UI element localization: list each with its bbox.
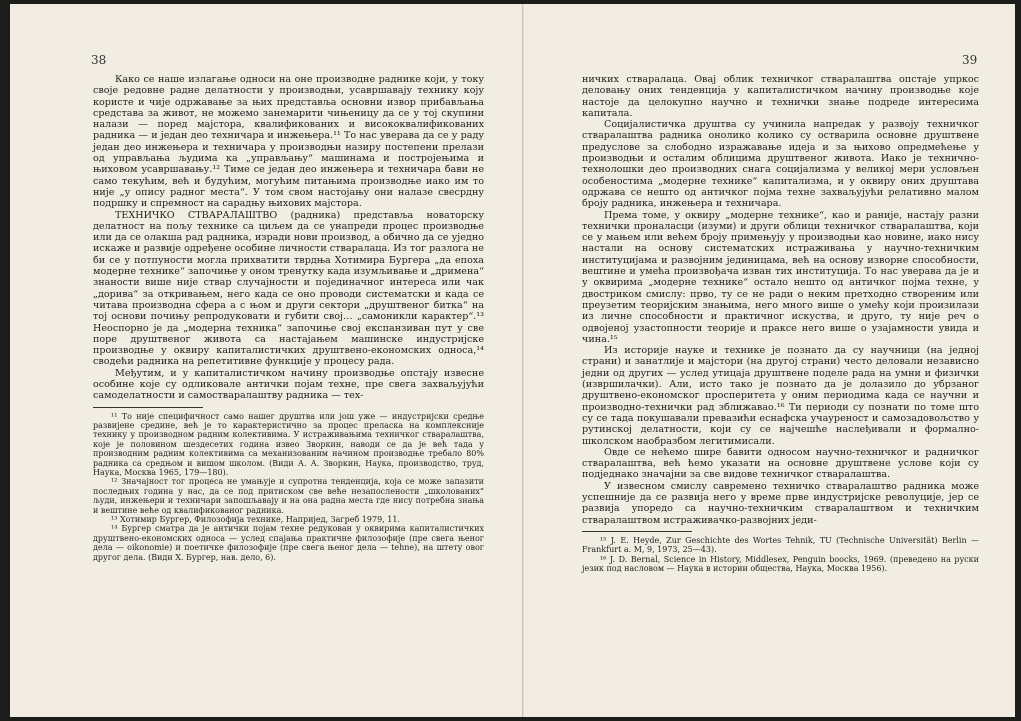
footnote-rule [582,531,692,532]
footnotes [93,412,484,563]
paragraph: У извесном смислу савремено техничко стваралаштво радника може успешније да се развија него у време прве индустријске револуције, јер се развија упоредо са научно-техничким стваралаштвом и техничким стваралаштвом истраживачко-развојних једи- [582,480,979,526]
footnote: ¹⁶ J. D. Bernal, Science in History, Middlesex, Penguin boocks, 1969. (преведено на руски језик под насловом — Наука в истории общества, Наука, Москва 1956). [582,554,979,574]
right-page [524,4,1015,717]
paragraph: ничких стваралаца. Овај облик техничког стваралаштва опстаје упркос деловању оних тенденција у капиталистичком начину производње које настоје да целокупно научно и технички знање подреде интересима капитала. [582,74,979,119]
footnote: ¹³ Хотимир Бургер, Филозофија технике, Напријед, Загреб 1979, 11. [111,515,400,525]
paragraph: Из историје науке и технике је познато да су научници (на једној страни) и занатлије и мајстори (на другој страни) често деловали независно једни од других — услед утицаја друштвене поделе рада на умни и физички (извршилачки). Али, исто тако је познато да је долазило до убрзаног друштвено-економског просперитета у оним периодима када се научни и производно-технички рад зближавао.¹⁶ Ти периоди су познати по томе што су се тада покушавали превазићи еснафска учауреност и самозадовољство у рутинској делатности, који су се најчешће наслеђивали и формално-школском наобразбом легитимисали. [582,345,979,447]
footnote-rule [93,407,203,408]
left-text-column [93,74,484,562]
footnote: ¹² Значајност тог процеса не умањује и супротна тенденција, која се може запазити последњих година у нас, да се под притиском све веће незапослености „школованих“ људи, инжењери и техничари запошљавају и на она радна места где нису потребна знања и вештине веће од квалификованог радника. [93,477,484,515]
page-number: 38 [91,53,107,67]
footnote: ¹⁴ Бургер сматра да је антички појам техне редукован у оквирима капиталистичких друштвено-економских односа — услед спајања практичне филозофије (пре свега њеног дела — oikonomie) и поетичке филозофије (пре свега њеног дела — tehne), на штету овог другог дела. (Види Х. Бургер, нав. дело, 6). [93,524,484,562]
paragraph: ТЕХНИЧКО СТВАРАЛАШТВО (радника) представља новаторску делатност на пољу технике са циљем да се унапреди процес производње или да се олакша рад радника, изради нови производ, а обично да се уједно искаже и развије одређене особине личности стваралаца. Из тог разлога не би се у потпуности могла прихватити тврдња Хотимира Бургера „да епоха модерне технике“ започиње у оном тренутку када изумљивање и „дримена“ знаности више није ствар случајности и појединачног интереса или чак „дорива“ за откривањем, него када се оно проводи систематски и када се читава производна сфера а с њом и други сектори „друштвеног битка“ на тој основи почињу репродуковати и губити свој… „самоникли карактер“.¹³ Неоспорно је да „модерна техника“ започиње свој експанзиван пут у све поре друштвеног живота са настајањем машинске индустријске производње у оквиру капиталистичких друштвено-економских односа,¹⁴ сводећи радника на репетитивне функције у процесу рада. [93,209,484,368]
page-number: 39 [962,53,978,67]
right-text-column [582,74,979,574]
paragraph: Социјалистичка друштва су учинила напредак у развоју техничког стваралаштва радника онолико колико су остварила основне друштвене предуслове за слободно изражавање идеја и за њихово опредмећење у производњи и осталим облицима друштвеног живота. Иако је технично-технолошки део производних снага социјализма у великој мери условљен особеностима „модерне технике“ капитализма, и у оквиру оних друштава одржава се нешто од античког појма техне захваљујући релативно малом броју радника, инжењера и техничара. [582,119,979,210]
paragraph: Како се наше излагање односи на оне производне раднике који, у току своје редовне радне делатности у производњи, усавршавају технику коју користе и чије одржавање за њих представља основни извор прибављања средстава за живот, не можемо занемарити чињеницу да се у тој скупини налази — поред мајстора, квалификованих и висококвалификованих радника — и један део техничара и инжењера.¹¹ То нас уверава да се у раду један део инжењера и техничара у производњи назиру постепени прелази од управљања људима ка „управљању“ машинама и постројењима и њиховом усавршавању.¹² Тиме се један део инжењера и техничара бави не само текућим, већ и будућим, могућим питањима производње иако им то није „у опису радног места“. У том свом настојању они налазе свесрдну подршку и спремност на сарадњу њихових мајстора. [93,74,484,210]
paragraph: Према томе, у оквиру „модерне технике“, као и раније, настају разни технички проналасци (изуми) и други облици техничког стваралаштва, који се у мањем или већем броју примењују у производњи као новине, иако нису настали на основу систематских истраживања у научно-техничким институцијама и развојним јединицама, већ на основу изворне способности, вештине и умећа произвођача изван тих институција. То нас уверава да је и у оквирима „модерне технике“ остало нешто од античког појма техне, у двостриком смислу: прво, ту се не ради о неким претходно створеним или преузетим теоријским знањима, него много више о умећу који произилази из личне способности и практичног искуства, и друго, ту није реч о одвојеној узастопности теорије и праксе него више о узајамности увида и чина.¹⁵ [582,209,979,345]
left-page [10,4,523,717]
footnotes [582,536,979,574]
paragraph: Међутим, и у капиталистичком начину производње опстају извесне особине које су одликовале антички појам техне, пре свега захваљујући самоделатности и самостваралаштву радника — тех- [93,367,484,402]
footnote: ¹¹ То није специфичност само нашег друштва или још уже — индустријски средње развијене средине, већ је то карактеристично за процес прелаcка на комплексније технику у производном радним колективима. У истраживањима техничког стваралаштва, које је половином шездесетих година извео Зворкин, наводи се да је већ тада у производним радним колективима са механизованим начином производње требало 80% радника са средњом и вишом школом. (Види А. А. Зворкин, Наука, производство, труд, Наука, Москва 1965, 179—180). [93,411,484,478]
paragraph: Овде се нећемо шире бавити односом научно-техничког и радничког стваралаштва, већ ћемо указати на основне друштвене услове који су подједнако значајни за све видове техничког стваралаштва. [582,446,979,481]
footnote: ¹⁵ J. E. Heyde, Zur Geschichte des Wortes Tehnik, TU (Technische Universität) Berlin — Frankfurt a. M, 9, 1973, 25—43). [582,535,979,555]
